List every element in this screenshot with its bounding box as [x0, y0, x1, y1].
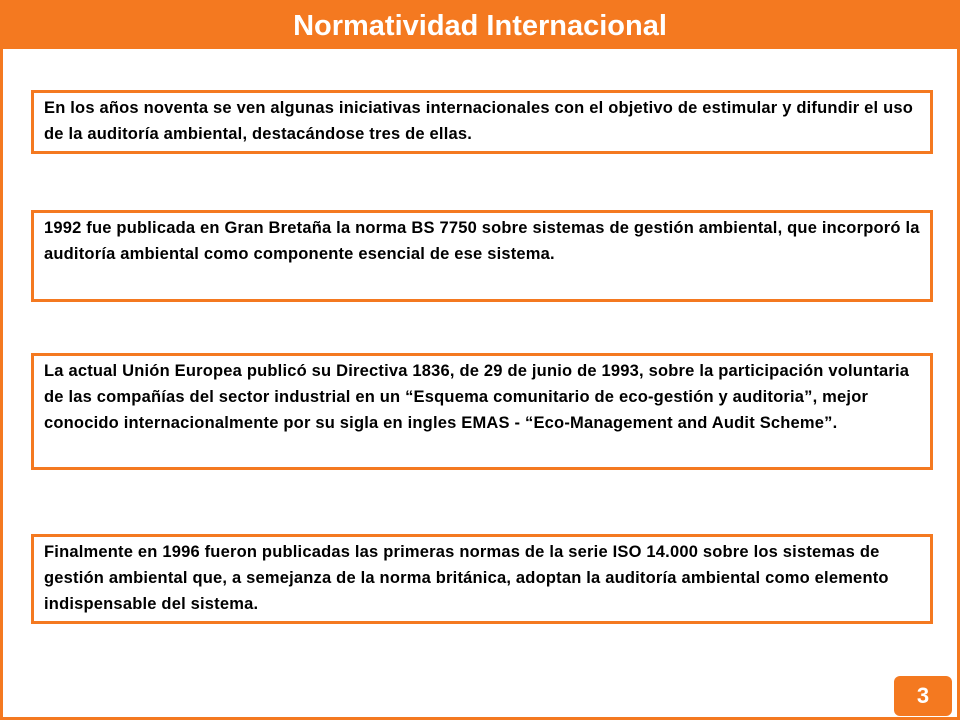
page-number-badge: 3 — [894, 676, 952, 716]
paragraph-box-emas: La actual Unión Europea publicó su Directiva 1836, de 29 de junio de 1993, sobre la participación voluntaria de las compañías del sector industrial en un “Esquema comunitario de eco-gestión y auditoria”, mejor conocido internacionalmente por su sigla en ingles EMAS - “Eco-Management and Audit Scheme”. — [31, 353, 933, 470]
paragraph-box-bs7750: 1992 fue publicada en Gran Bretaña la norma BS 7750 sobre sistemas de gestión ambiental, que incorporó la auditoría ambiental como componente esencial de ese sistema. — [31, 210, 933, 302]
page-title: Normatividad Internacional — [3, 3, 957, 49]
paragraph-box-iso14000: Finalmente en 1996 fueron publicadas las primeras normas de la serie ISO 14.000 sobre los sistemas de gestión ambiental que, a semejanza de la norma británica, adoptan la auditoría ambiental como elemento indispensable del sistema. — [31, 534, 933, 624]
paragraph-box-intro: En los años noventa se ven algunas iniciativas internacionales con el objetivo de estimular y difundir el uso de la auditoría ambiental, destacándose tres de ellas. — [31, 90, 933, 154]
